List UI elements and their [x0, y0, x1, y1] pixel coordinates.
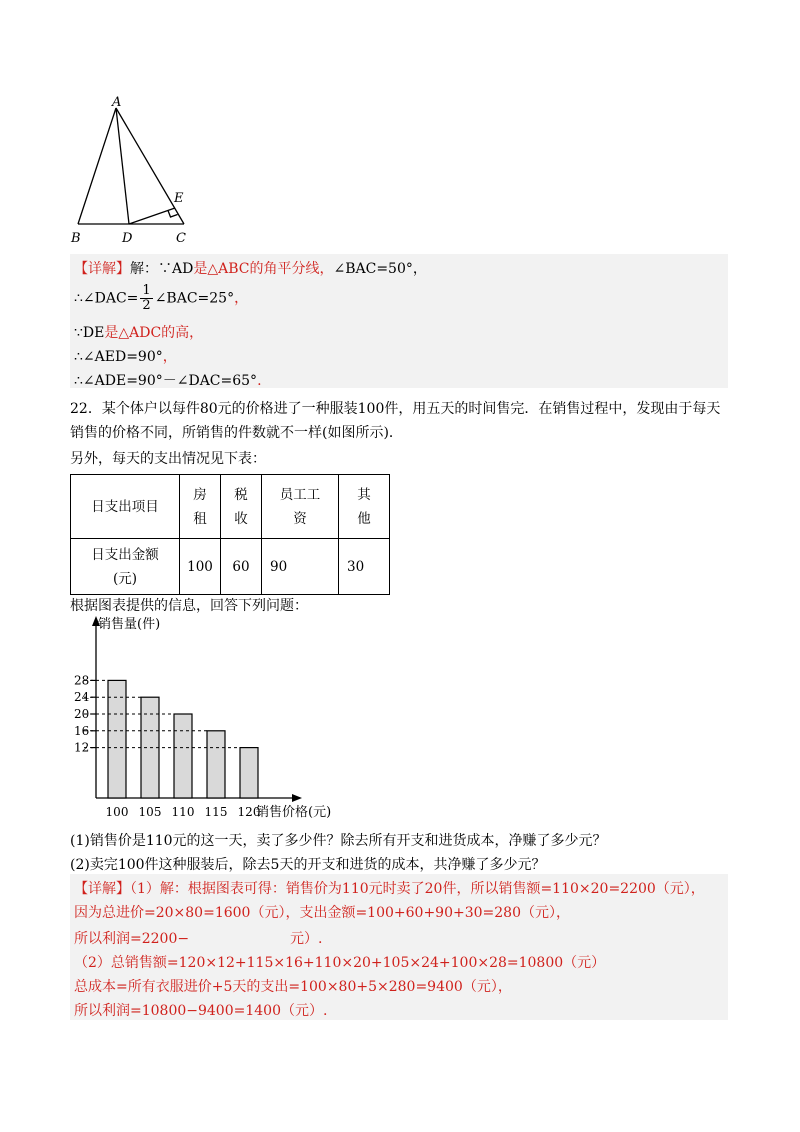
y-axis-label: 销售量(件) [98, 617, 161, 632]
solution-22: 【详解】（1）解：根据图表可得：销售价为110元时卖了20件，所以销售额=110×20=2200（元）， 因为总进价=20×80=1600（元），支出金额=100+60+90+30=280（元）， 所以利润=2200− 元）. （2）总销售额=120×12+115×16+110×20+105×24+100×28=10800（元） 总成本=所有衣服进价+5天的支出=100×80+5×280=9400（元）， 所以利润=10800−9400=1400（元）. [70, 874, 728, 1020]
triangle-figure [64, 92, 204, 248]
fraction-half: $\frac{1}{2}$ [142, 283, 151, 313]
solution-21: 【详解】解：∵AD是△ABC的角平分线，∠BAC=50°， ∴∠DAC= $\frac{1}{2}$ ∠BAC=25°， ∵DE是△ADC的高， ∴∠AED=90°， ∴∠ADE=90°－∠DAC=65°. [70, 254, 728, 388]
table-cell: 100 [180, 539, 221, 595]
solution-tag: 【详解】 [74, 261, 130, 277]
solution-tag: 【详解】 [74, 881, 130, 897]
x-tick-label: 110 [171, 805, 195, 819]
question-22-line3: 另外，每天的支出情况见下表： [70, 451, 266, 467]
label-e: E [174, 191, 184, 206]
x-tick-label: 100 [105, 805, 129, 819]
table-header-cell: 房 租 [180, 475, 221, 539]
question-22-line1: 22．某个体户以每件80元的价格进了一种服装100件，用五天的时间售完．在销售过程中，发现由于每天 [70, 401, 721, 417]
x-tick-label: 105 [138, 805, 162, 819]
bar [207, 731, 225, 798]
table-header-cell: 日支出项目 [71, 475, 180, 539]
bar [240, 748, 258, 798]
table-header-cell: 税 收 [221, 475, 262, 539]
label-c: C [176, 231, 186, 246]
sales-bar-chart [66, 612, 376, 824]
expense-table [70, 474, 390, 595]
table-row [71, 539, 390, 595]
x-axis-label: 销售价格(元) [256, 805, 332, 820]
y-tick-label: 28 [74, 673, 90, 688]
x-axis-arrow [292, 794, 302, 802]
segment-ad [116, 108, 129, 224]
question-22-part2: (2)卖完100件这种服装后，除去5天的开支和进货的成本，共净赚了多少元？ [70, 857, 546, 873]
label-d: D [122, 231, 133, 246]
table-cell: 60 [221, 539, 262, 595]
table-cell: 90 [262, 539, 339, 595]
label-a: A [112, 95, 122, 110]
table-header-cell: 员工工 资 [262, 475, 339, 539]
x-tick-label: 115 [204, 805, 228, 819]
question-22-line4: 根据图表提供的信息，回答下列问题： [70, 598, 308, 614]
table-header-row [71, 475, 390, 539]
y-tick-label: 16 [74, 723, 90, 738]
question-22-line2: 销售的价格不同，所销售的件数就不一样(如图所示)． [70, 425, 403, 441]
y-tick-label: 24 [74, 690, 90, 705]
table-cell: 日支出金额 (元) [71, 539, 180, 595]
y-tick-label: 12 [74, 740, 90, 755]
table-header-cell: 其 他 [339, 475, 390, 539]
question-22-part1: (1)销售价是110元的这一天，卖了多少件？除去所有开支和进货成本，净赚了多少元？ [70, 833, 607, 849]
bar [174, 714, 192, 798]
bar [108, 680, 126, 798]
side-ab [78, 108, 116, 224]
label-b: B [71, 231, 81, 246]
table-cell: 30 [339, 539, 390, 595]
segment-de [129, 208, 175, 224]
y-tick-label: 20 [74, 707, 90, 721]
side-ac [116, 108, 184, 224]
x-tick-label: 120 [237, 805, 261, 819]
